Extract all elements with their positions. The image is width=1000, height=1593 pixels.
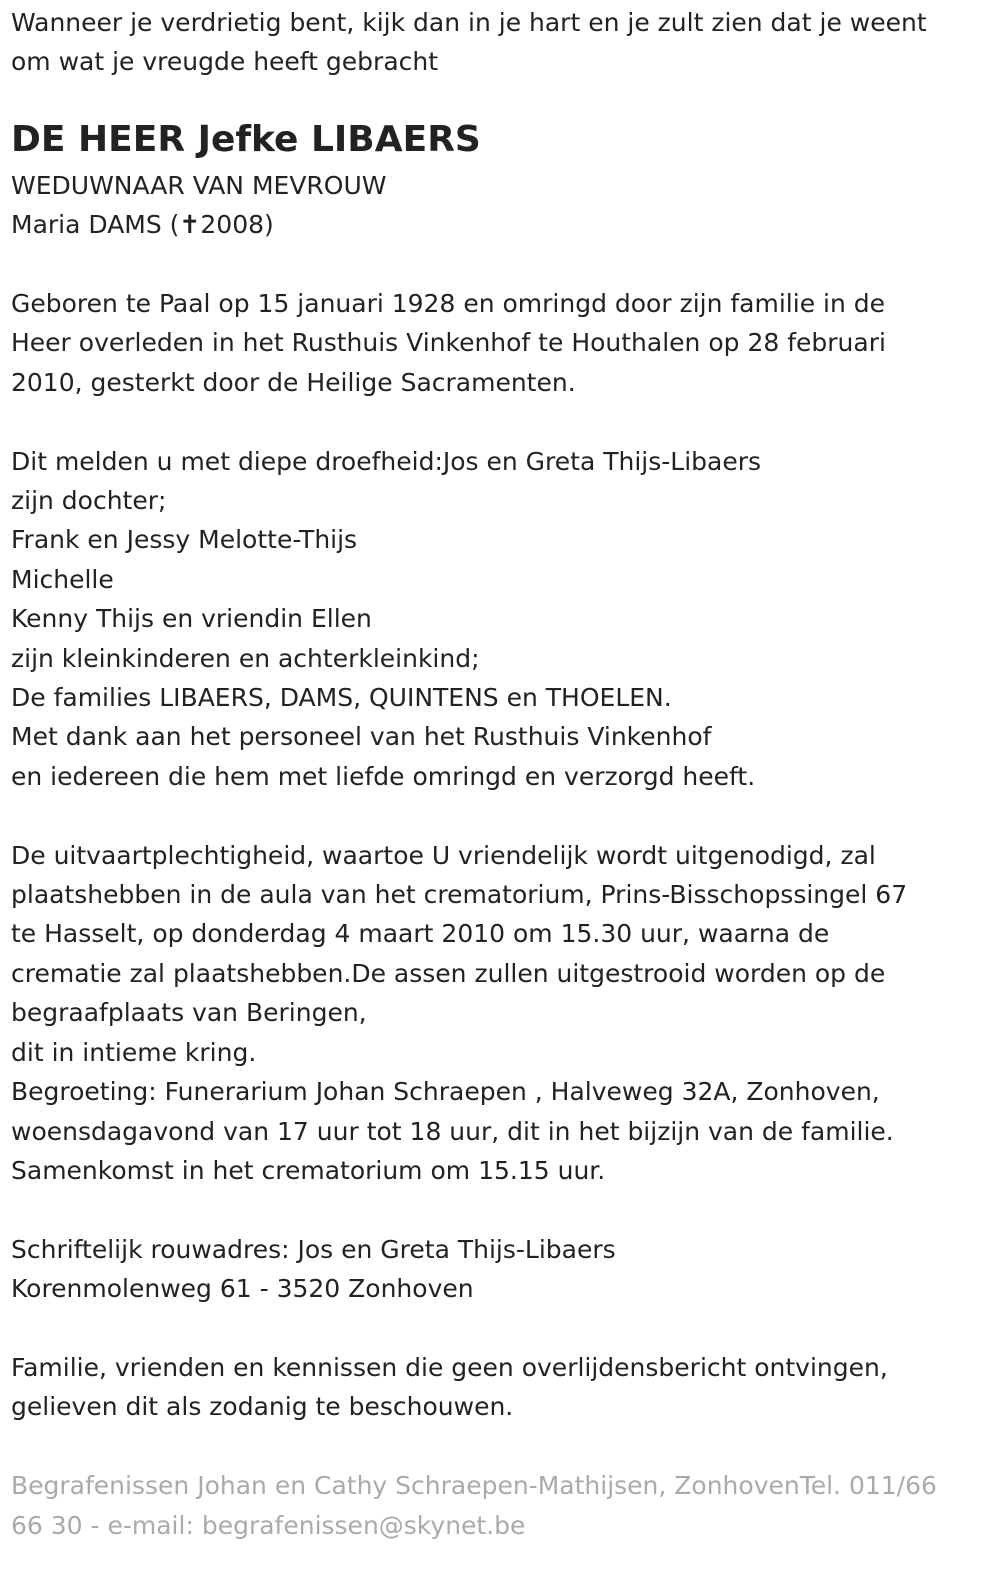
announcement-line: Michelle xyxy=(11,564,114,594)
announcement-line: Kenny Thijs en vriendin Ellen xyxy=(11,604,372,634)
paragraph-line: Heer overleden in het Rusthuis Vinkenhof te Houthalen op 28 februari xyxy=(11,328,886,358)
quote-line: om wat je vreugde heeft gebracht xyxy=(11,47,439,77)
address-line: Korenmolenweg 61 - 3520 Zonhoven xyxy=(11,1274,474,1304)
announcement-line: De families LIBAERS, DAMS, QUINTENS en THOELEN. xyxy=(11,683,672,713)
ceremony-line: De uitvaartplechtigheid, waartoe U vriendelijk wordt uitgenodigd, zal xyxy=(11,840,876,870)
paragraph-line: Geboren te Paal op 15 januari 1928 en omringd door zijn familie in de xyxy=(11,289,886,319)
ceremony-line: crematie zal plaatshebben.De assen zullen uitgestrooid worden op de xyxy=(11,958,886,988)
footer-line: 66 30 - e-mail: begrafenissen@skynet.be xyxy=(11,1510,526,1540)
ceremony-line: te Hasselt, op donderdag 4 maart 2010 om 15.30 uur, waarna de xyxy=(11,919,830,949)
mourning-address-section xyxy=(11,1230,988,1309)
ceremony-line: woensdagavond van 17 uur tot 18 uur, dit in het bijzijn van de familie. xyxy=(11,1116,894,1146)
address-line: Schriftelijk rouwadres: Jos en Greta Thijs-Libaers xyxy=(11,1234,616,1264)
ceremony-line: begraafplaats van Beringen, xyxy=(11,998,367,1028)
birth-death-paragraph xyxy=(11,284,988,402)
footer-line: Begrafenissen Johan en Cathy Schraepen-Mathijsen, ZonhovenTel. 011/66 xyxy=(11,1471,937,1501)
ceremony-line: Samenkomst in het crematorium om 15.15 uur. xyxy=(11,1155,606,1185)
ceremony-line: Begroeting: Funerarium Johan Schraepen , Halveweg 32A, Zonhoven, xyxy=(11,1077,880,1107)
spouse-section xyxy=(11,166,988,245)
notice-section xyxy=(11,1348,988,1427)
ceremony-line: plaatshebben in de aula van het crematorium, Prins-Bisschopssingel 67 xyxy=(11,880,908,910)
announcement-line: zijn kleinkinderen en achterkleinkind; xyxy=(11,643,480,673)
announcement-line: en iedereen die hem met liefde omringd en verzorgd heeft. xyxy=(11,761,756,791)
obituary-document xyxy=(0,3,1000,1545)
ceremony-line: dit in intieme kring. xyxy=(11,1037,257,1067)
announcement-line: Frank en Jessy Melotte-Thijs xyxy=(11,525,358,555)
notice-line: Familie, vrienden en kennissen die geen overlijdensbericht ontvingen, xyxy=(11,1352,888,1382)
ceremony-section xyxy=(11,836,988,1191)
funeral-home-footer xyxy=(11,1466,988,1545)
announcement-section xyxy=(11,442,988,797)
announcement-line: Dit melden u met diepe droefheid:Jos en Greta Thijs-Libaers xyxy=(11,446,762,476)
spouse-name: Maria DAMS (✝2008) xyxy=(11,210,274,240)
announcement-line: Met dank aan het personeel van het Rusthuis Vinkenhof xyxy=(11,722,712,752)
opening-quote xyxy=(11,3,988,82)
quote-line: Wanneer je verdrietig bent, kijk dan in je hart en je zult zien dat je weent xyxy=(11,8,927,37)
spouse-title: WEDUWNAAR VAN MEVROUW xyxy=(11,170,387,200)
paragraph-line: 2010, gesterkt door de Heilige Sacramenten. xyxy=(11,367,576,397)
deceased-name: DE HEER Jefke LIBAERS xyxy=(11,118,481,160)
notice-line: gelieven dit als zodanig te beschouwen. xyxy=(11,1392,514,1422)
announcement-line: zijn dochter; xyxy=(11,486,167,516)
